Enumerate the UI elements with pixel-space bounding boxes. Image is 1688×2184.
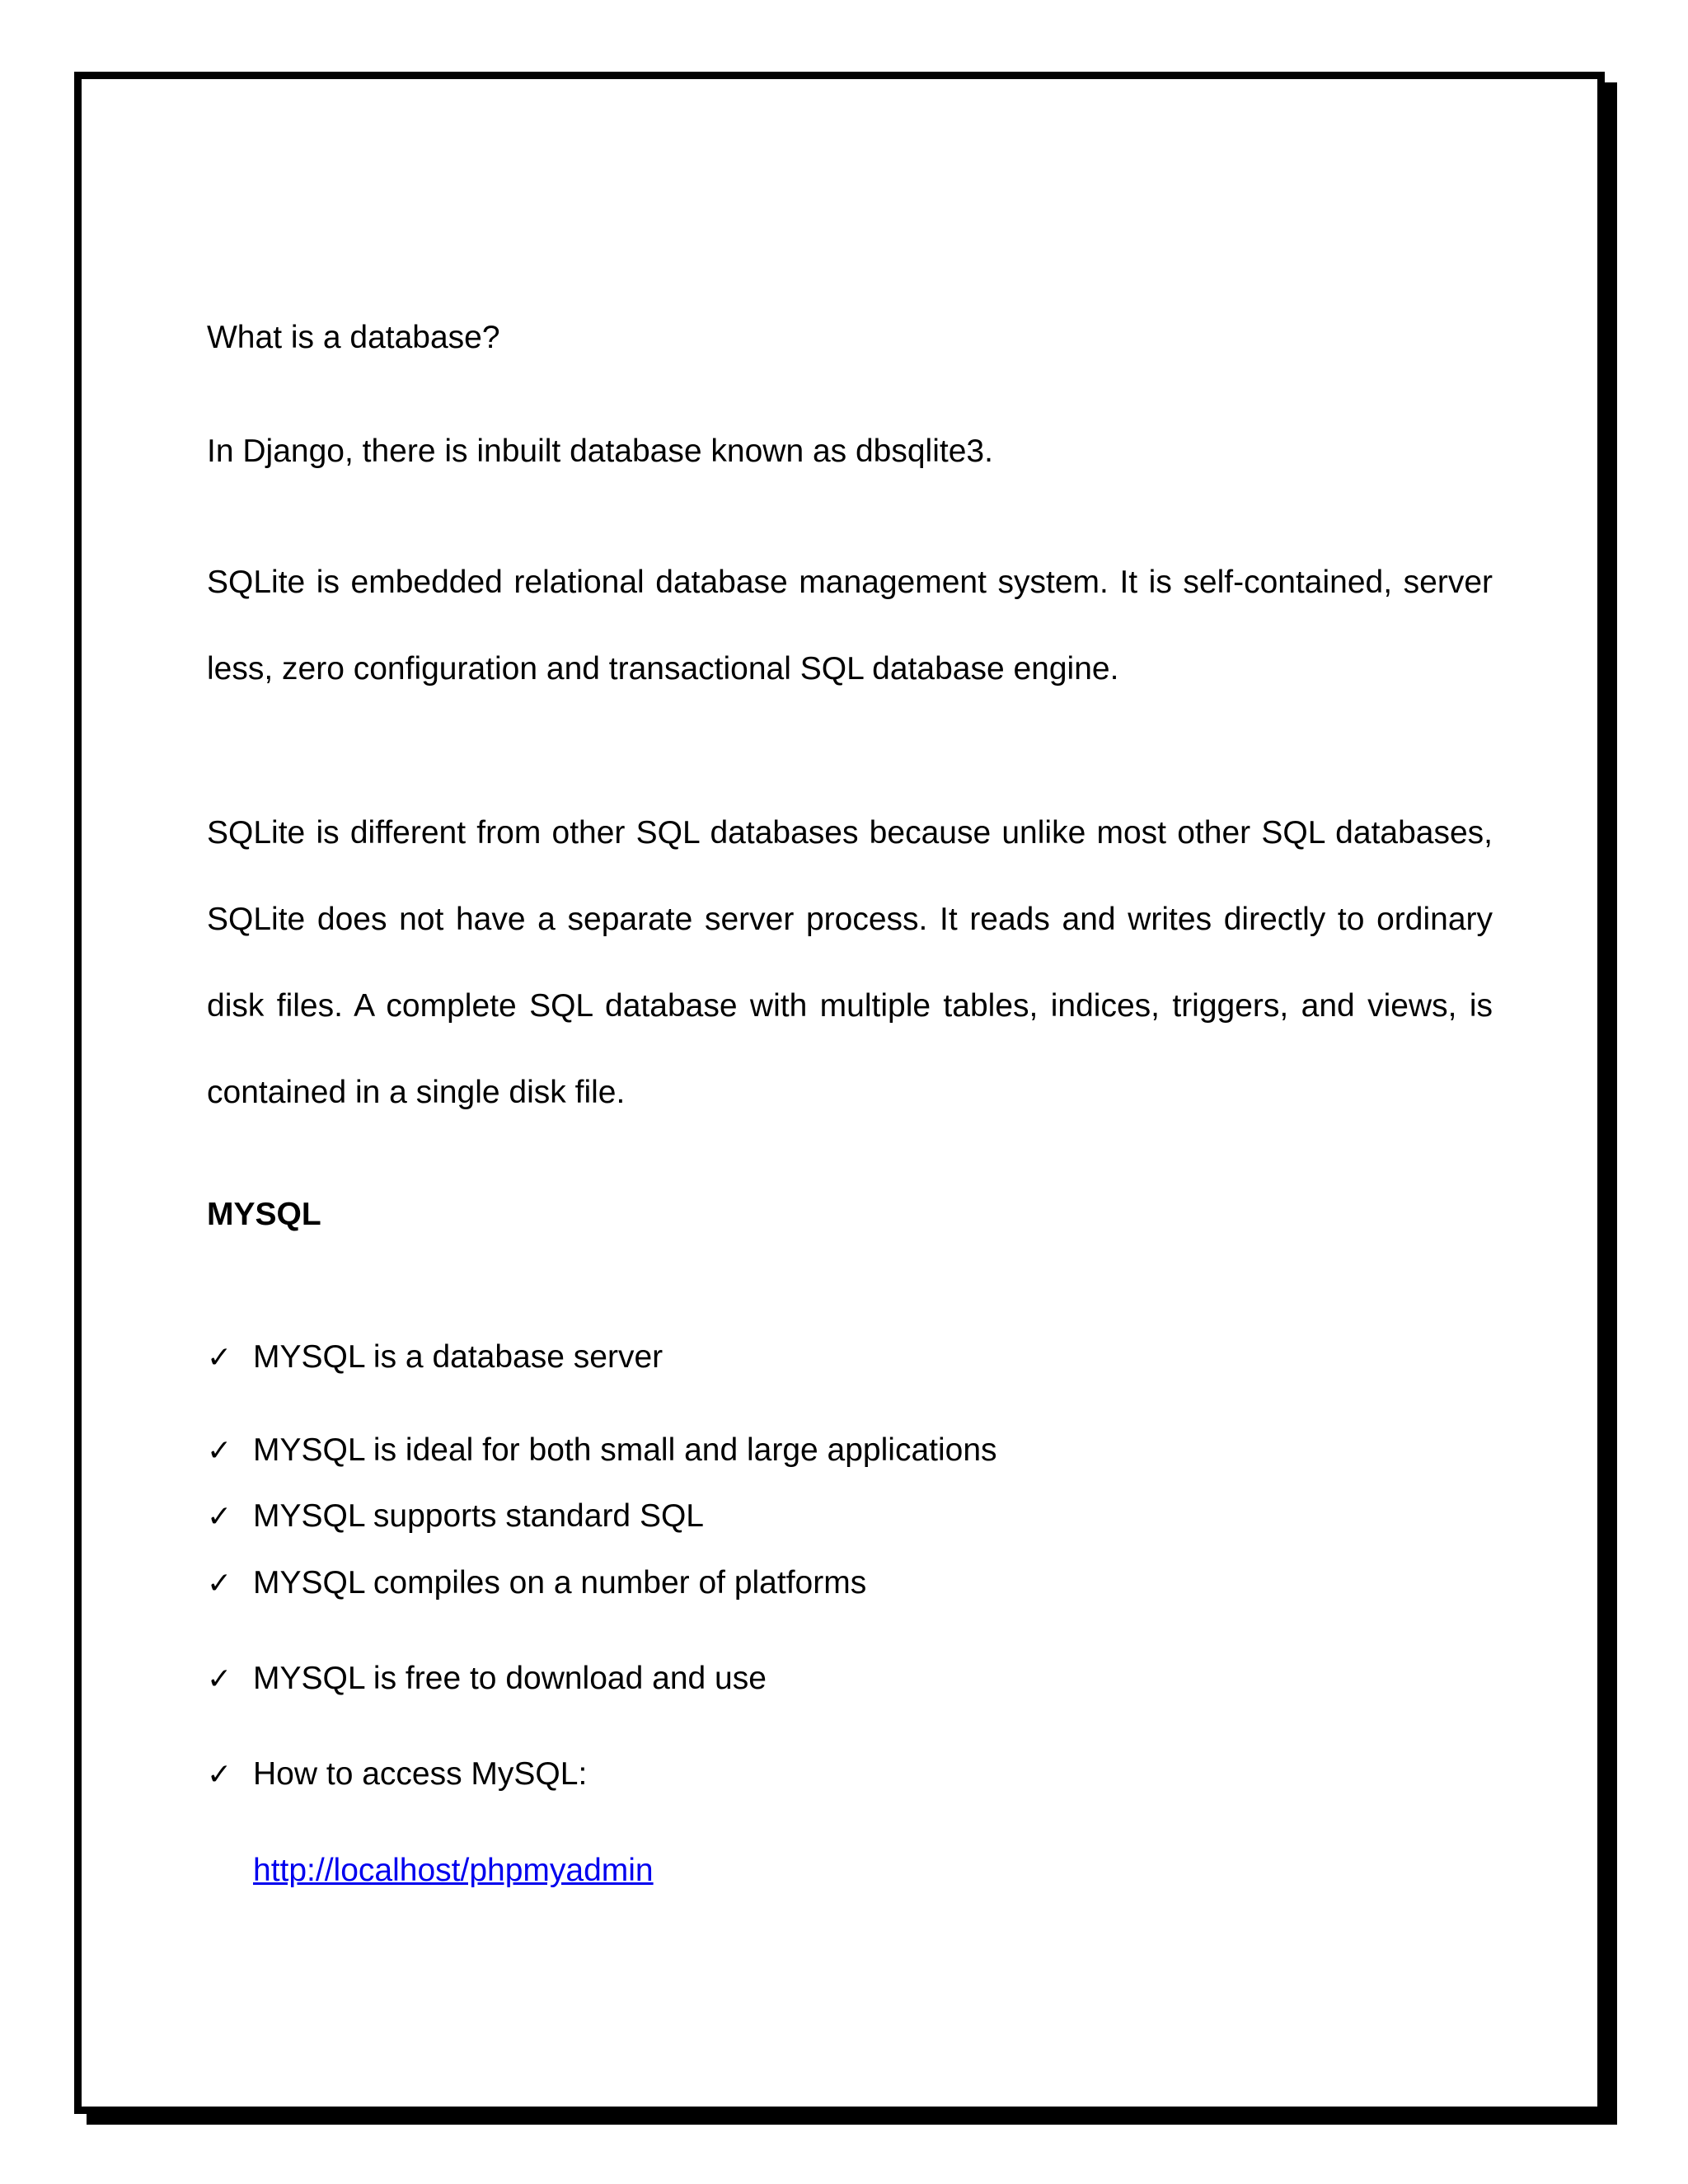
list-item-text: How to access MySQL: <box>253 1756 588 1792</box>
sqlite-paragraph-2: SQLite is different from other SQL databases because unlike most other SQL databases, SQLite does not have a separate server process. It reads and writes directly to ordinary disk files. A complete SQL database with multiple tables, indices, triggers, and views, is contained in a single disk file. <box>207 815 1493 1110</box>
list-item-text: MYSQL is ideal for both small and large applications <box>253 1432 997 1468</box>
sqlite-paragraph-1: SQLite is embedded relational database management system. It is self-contained, server less, zero configuration and transactional SQL database engine. <box>207 565 1493 687</box>
intro-line: In Django, there is inbuilt database known as dbsqlite3. <box>207 434 993 469</box>
question-line: What is a database? <box>207 320 500 355</box>
mysql-heading: MYSQL <box>207 1197 321 1232</box>
checkmark-icon: ✓ <box>207 1757 232 1791</box>
checkmark-icon: ✓ <box>207 1499 232 1533</box>
checkmark-icon: ✓ <box>207 1661 232 1695</box>
checkmark-icon: ✓ <box>207 1566 232 1600</box>
phpmyadmin-link[interactable]: http://localhost/phpmyadmin <box>253 1853 654 1888</box>
list-item-text: MYSQL is a database server <box>253 1339 663 1375</box>
checkmark-icon: ✓ <box>207 1433 232 1467</box>
list-item-text: MYSQL is free to download and use <box>253 1661 767 1696</box>
list-item-text: MYSQL supports standard SQL <box>253 1498 704 1534</box>
list-item-text: MYSQL compiles on a number of platforms <box>253 1565 867 1601</box>
document-page <box>74 72 1605 2114</box>
checkmark-icon: ✓ <box>207 1340 232 1374</box>
